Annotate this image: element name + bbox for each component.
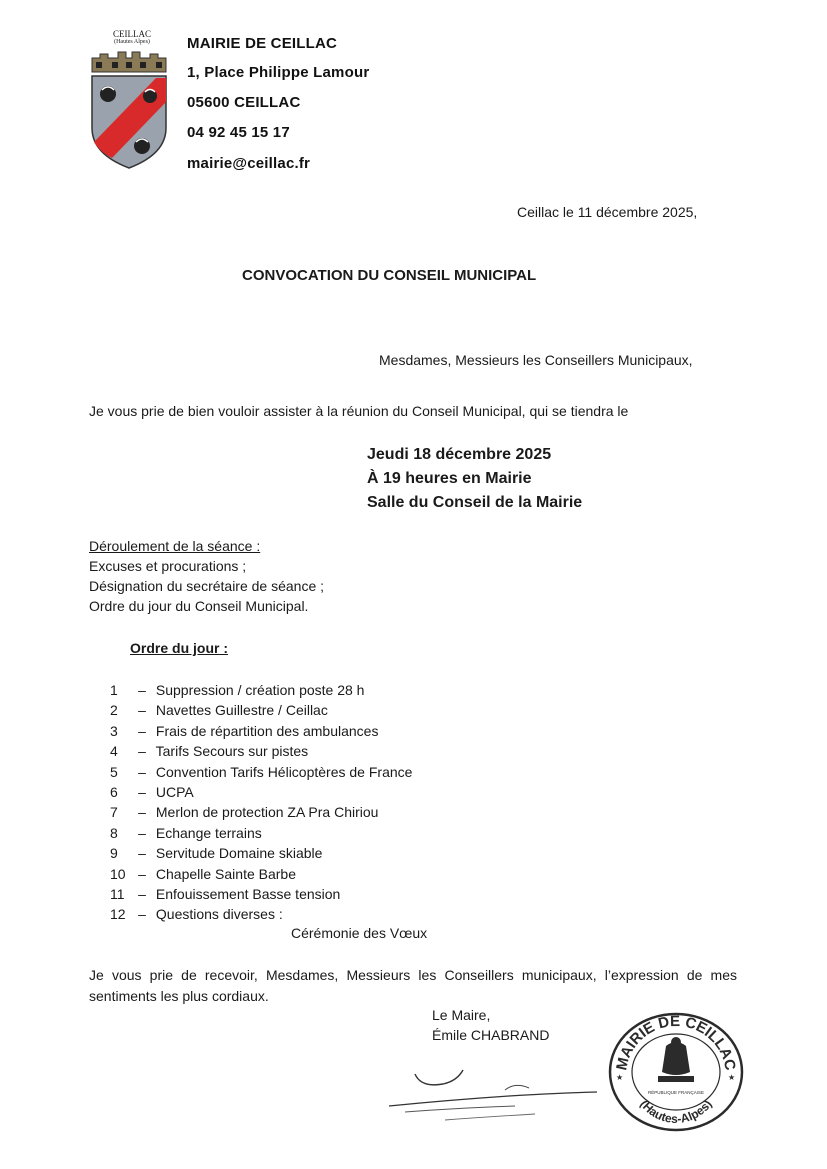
- agenda-item-number: 10: [110, 865, 126, 882]
- agenda-item-text: Suppression / création poste 28 h: [155, 682, 365, 698]
- deroulement-item: Ordre du jour du Conseil Municipal.: [89, 598, 309, 614]
- agenda-item-text: Merlon de protection ZA Pra Chiriou: [155, 804, 379, 821]
- agenda-item: [110, 762, 412, 782]
- intro-paragraph: Je vous prie de bien vouloir assister à la réunion du Conseil Municipal, qui se tiendra le: [89, 403, 629, 419]
- agenda-item: [110, 904, 412, 924]
- agenda-item-number: 4: [110, 743, 118, 760]
- meeting-place: Salle du Conseil de la Mairie: [367, 494, 583, 511]
- org-phone: 04 92 45 15 17: [187, 124, 290, 141]
- agenda-item-number: 12: [110, 906, 126, 923]
- agenda-item-text: Questions diverses :: [155, 906, 283, 923]
- agenda-item-number: 7: [110, 804, 118, 821]
- stamp-inner-text: RÉPUBLIQUE FRANÇAISE: [647, 1090, 705, 1095]
- agenda-item-dash: –: [138, 722, 146, 739]
- agenda-item: [110, 802, 412, 822]
- agenda-item-text: Frais de répartition des ambulances: [155, 722, 379, 739]
- meeting-date: Jeudi 18 décembre 2025: [367, 446, 552, 463]
- agenda-item-dash: –: [138, 702, 146, 719]
- stamp-top-text: MAIRIE DE CEILLAC: [613, 1012, 739, 1072]
- crest-caption-region: (Hautes Alpes): [114, 39, 150, 46]
- agenda-item-number: 9: [110, 845, 118, 862]
- agenda-item-number: 8: [110, 824, 118, 841]
- agenda-item-dash: –: [138, 682, 146, 698]
- star-icon: ★: [728, 1073, 736, 1082]
- agenda-item-number: 3: [110, 722, 118, 739]
- agenda-item-number: 11: [110, 885, 125, 902]
- salutation: Mesdames, Messieurs les Conseillers Municipaux,: [379, 352, 693, 368]
- agenda-item-text: UCPA: [155, 783, 194, 800]
- agenda-item-number: 6: [110, 783, 118, 800]
- svg-text:(Hautes-Alpes): [637, 1097, 714, 1126]
- agenda-item: [110, 843, 412, 863]
- agenda-item-text: Servitude Domaine skiable: [155, 845, 323, 862]
- agenda-item-dash: –: [138, 885, 146, 902]
- org-name: MAIRIE DE CEILLAC: [187, 35, 338, 52]
- agenda-item: [110, 721, 412, 741]
- org-postal-city: 05600 CEILLAC: [187, 94, 301, 111]
- agenda-item-text: Enfouissement Basse tension: [155, 885, 341, 902]
- agenda-item-text: Chapelle Sainte Barbe: [155, 865, 296, 882]
- letter-date: Ceillac le 11 décembre 2025,: [517, 204, 698, 220]
- org-address: 1, Place Philippe Lamour: [187, 64, 370, 81]
- agenda-item: [110, 864, 412, 884]
- agenda-item-number: 5: [110, 763, 118, 780]
- agenda-item: [110, 782, 412, 802]
- agenda-item-text: Tarifs Secours sur pistes: [155, 743, 309, 760]
- closing-paragraph: Je vous prie de recevoir, Mesdames, Messieurs les Conseillers municipaux, l’expression de mes sentiments les plus cordiaux.: [89, 967, 737, 1004]
- crest-caption: [96, 30, 168, 46]
- agenda-sub-item: Cérémonie des Vœux: [291, 925, 428, 941]
- agenda-heading: Ordre du jour :: [130, 640, 228, 656]
- agenda-item: [110, 823, 412, 843]
- agenda-list: [110, 680, 412, 925]
- deroulement-heading: Déroulement de la séance :: [89, 538, 261, 554]
- agenda-item-dash: –: [138, 824, 146, 841]
- agenda-item-number: 1: [110, 682, 118, 698]
- signatory-name: Émile CHABRAND: [432, 1027, 550, 1043]
- official-stamp: [606, 1006, 746, 1132]
- agenda-item-text: Convention Tarifs Hélicoptères de France: [155, 763, 413, 780]
- agenda-item-dash: –: [138, 783, 146, 800]
- agenda-item: [110, 700, 412, 720]
- agenda-item: [110, 741, 412, 761]
- stamp-bottom-text: (Hautes-Alpes): [637, 1097, 715, 1126]
- org-email: mairie@ceillac.fr: [187, 155, 311, 172]
- agenda-item-dash: –: [138, 865, 146, 882]
- deroulement-item: Désignation du secrétaire de séance ;: [89, 578, 325, 594]
- agenda-item-text: Echange terrains: [155, 824, 262, 841]
- agenda-item-number: 2: [110, 702, 118, 719]
- agenda-item-dash: –: [138, 763, 146, 780]
- agenda-item-text: Navettes Guillestre / Ceillac: [155, 702, 328, 719]
- agenda-item-dash: –: [138, 743, 146, 760]
- signatory-role: Le Maire,: [432, 1007, 491, 1023]
- deroulement-item: Excuses et procurations ;: [89, 558, 247, 574]
- agenda-item-dash: –: [138, 845, 146, 862]
- agenda-item: [110, 884, 412, 904]
- meeting-time: À 19 heures en Mairie: [367, 470, 532, 487]
- crest-caption-name: CEILLAC: [113, 29, 151, 39]
- handwritten-signature: [385, 1066, 600, 1126]
- star-icon: ★: [616, 1073, 624, 1082]
- coat-of-arms-icon: [86, 50, 172, 172]
- agenda-item: [110, 680, 412, 700]
- agenda-item-dash: –: [138, 906, 146, 923]
- document-title: CONVOCATION DU CONSEIL MUNICIPAL: [242, 267, 537, 284]
- agenda-item-dash: –: [138, 804, 146, 821]
